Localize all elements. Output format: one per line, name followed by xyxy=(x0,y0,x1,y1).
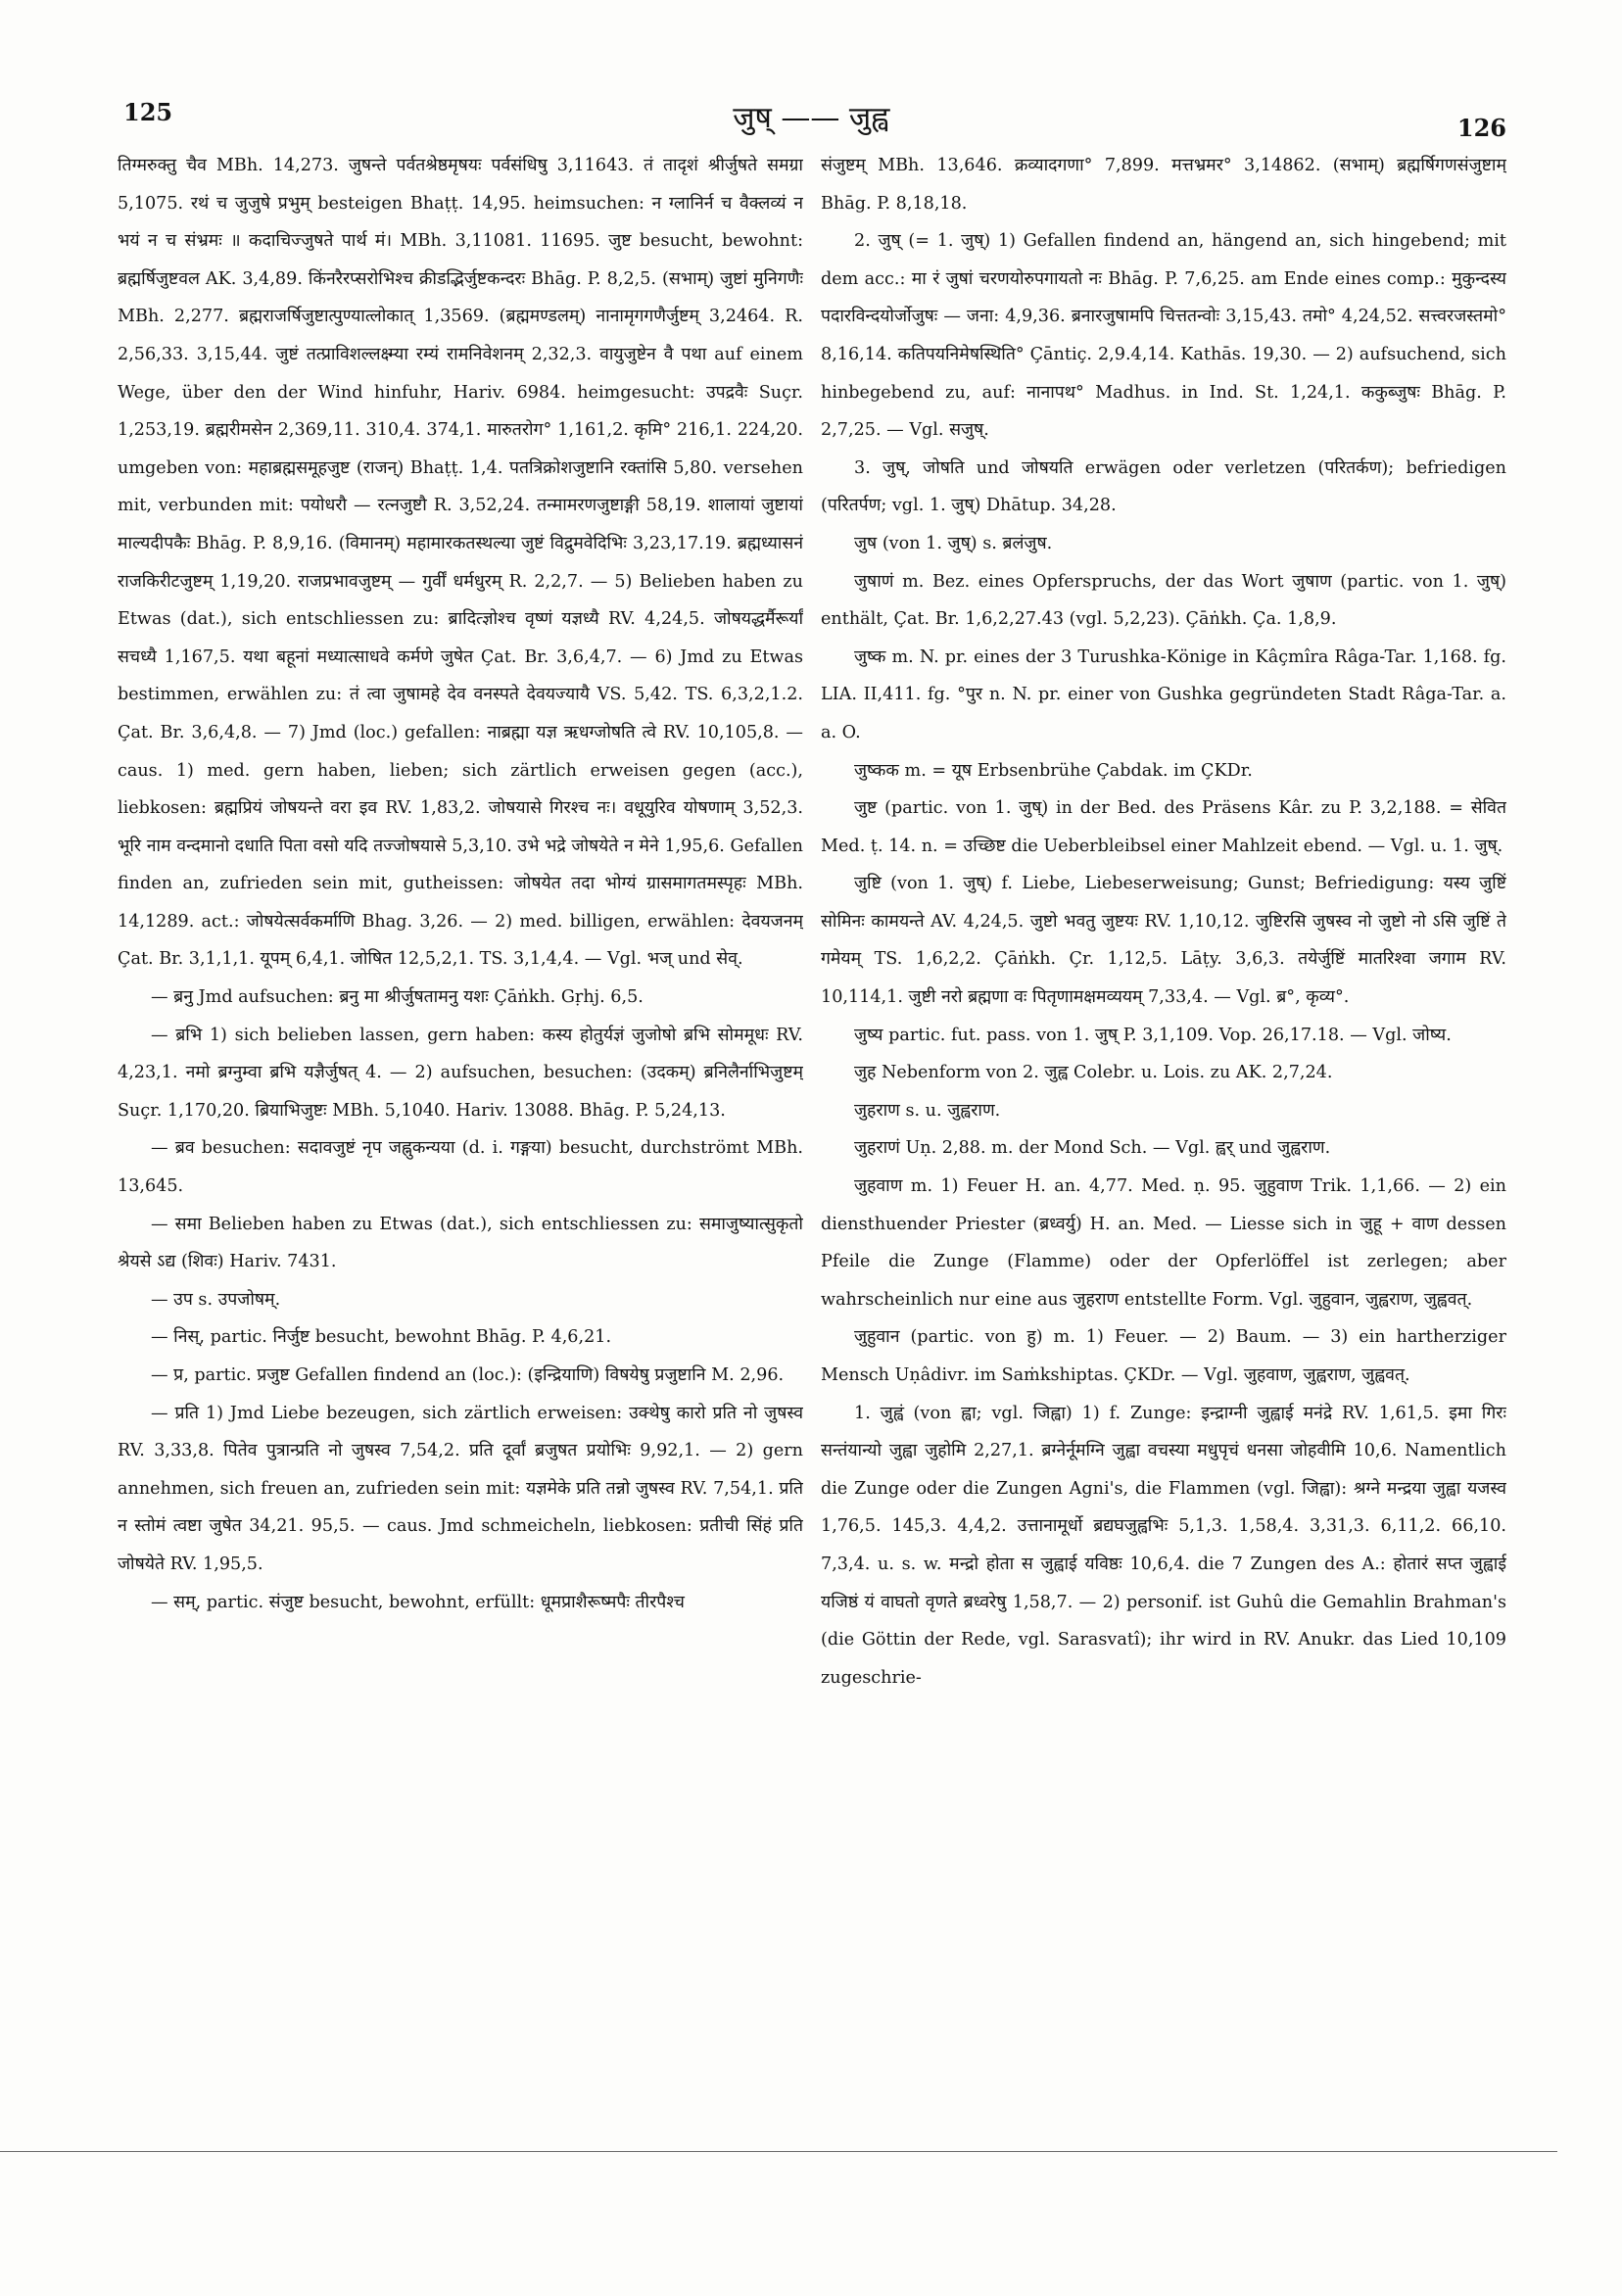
entry-sama: — समा Belieben haben zu Etwas (dat.), sich entschliessen zu: समाजुष्यात्सुकृतो श्रेयसे ऽद्य (शिवः) Hariv. 7431. xyxy=(118,1214,803,1272)
entry-juharana-ref: जुहराण s. u. जुह्वराण. xyxy=(854,1100,1001,1121)
footer-rule xyxy=(0,2151,1557,2152)
page-header xyxy=(116,96,1506,145)
entry-anu: — ब्रनु Jmd aufsuchen: ब्रनु मा श्रीर्जुषतामनु यशः Çāṅkh. Gṛhj. 6,5. xyxy=(151,987,644,1008)
entry-juharana: जुहराणं Uṇ. 2,88. m. der Mond Sch. — Vgl. ह्वर् und जुह्वराण. xyxy=(854,1138,1331,1159)
left-column xyxy=(118,147,803,2067)
entry-jushka: जुष्क m. N. pr. eines der 3 Turushka-Könige in Kâçmîra Râga-Tar. 1,168. fg. LIA. II,411. fg. °पुर n. N. pr. einer von Gushka gegründeten Stadt Râga-Tar. a. a. O. xyxy=(821,646,1506,742)
page-number-left: 125 xyxy=(123,98,173,126)
entry-ava: — ब्रव besuchen: सदावजुष्टं नृप जह्नुकन्यया (d. i. गङ्गया) besucht, durchströmt MBh. 13,645. xyxy=(118,1138,803,1197)
entry-jushti: जुष्टि (von 1. जुष्) f. Liebe, Liebeserweisung; Gunst; Befriedigung: यस्य जुष्टिं सोमिनः कामयन्ते AV. 4,24,5. जुष्टो भवतु जुष्टयः RV. 1,10,12. जुष्टिरसि जुषस्व नो जुष्टो नो ऽसि जुष्टिं ते गमेयम् TS. 1,6,2,2. Çāṅkh. Çr. 1,12,5. Lāṭy. 3,6,3. तयेर्जुष्टिं मातरिश्वा जगाम RV. 10,114,1. जुष्टी नरो ब्रह्मणा वः पितृणामक्षमव्ययम् 7,33,4. — Vgl. ब्र°, कृव्य°. xyxy=(821,874,1506,1008)
entry-jush-3: 3. जुष्, जोषति und जोषयति erwägen oder verletzen (परितर्कण); befriedigen (परितर्पण; vgl. 1. जुष्) Dhātup. 34,28. xyxy=(821,457,1506,516)
page-number-right: 126 xyxy=(1456,114,1506,142)
entry-upa: — उप s. उपजोषम्. xyxy=(151,1289,281,1310)
entry-prati: — प्रति 1) Jmd Liebe bezeugen, sich zärtlich erweisen: उक्थेषु कारो प्रति नो जुषस्व RV. 3,33,8. पितेव पुत्रान्प्रति नो जुषस्व 7,54,2. प्रति दूर्वां ब्रजुषत प्रयोभिः 9,92,1. — 2) gern annehmen, sich freuen an, zufrieden sein mit: यज्ञमेके प्रति तन्नो जुषस्व RV. 7,54,1. प्रति न स्तोमं त्वष्टा जुषेत 34,21. 95,5. — caus. Jmd schmeicheln, liebkosen: प्रतीची सिंहं प्रति जोषयेते RV. 1,95,5. xyxy=(118,1403,803,1574)
entry-jusha: जुष (von 1. जुष्) s. ब्रलंजुष. xyxy=(854,533,1053,553)
entry-jush-2: 2. जुष् (= 1. जुष्) 1) Gefallen findend an, hängend an, sich hingebend; mit dem acc.: मा रं जुषां चरणयोरुपगायतो नः Bhāg. P. 7,6,25. am Ende eines comp.: मुकुन्दस्य पदारविन्दयोर्जोजुषः — जना: 4,9,36. ब्रनारजुषामपि चित्ततन्वोः 3,15,43. तमो° 4,24,52. सत्त्वरजस्तमो° 8,16,14. कतिपयनिमेषस्थिति° Çāntiç. 2,9.4,14. Kathās. 19,30. — 2) aufsuchend, sich hinbegebend zu, auf: नानापथ° Madhus. in Ind. St. 1,24,1. ककुब्जुषः Bhāg. P. 2,7,25. — Vgl. सजुष्. xyxy=(821,231,1506,441)
entry-jushkaka: जुष्कक m. = यूष Erbsenbrühe Çabdak. im ÇKDr. xyxy=(854,760,1253,781)
entry-abhi: — ब्रभि 1) sich belieben lassen, gern haben: कस्य होतुर्यज्ञं जुजोषो ब्रभि सोममूधः RV. 4,23,1. नमो ब्रग्नुम्वा ब्रभि यज्ञैर्जुषत् 4. — 2) aufsuchen, besuchen: (उदकम्) ब्रनिलैर्नाभिजुष्टम् Suçr. 1,170,20. ब्रियाभिजुष्टः MBh. 5,1040. Hariv. 13088. Bhāg. P. 5,24,13. xyxy=(118,1025,803,1121)
entry-juhavana: जुहवाण m. 1) Feuer H. an. 4,77. Med. ṇ. 95. जुहुवाण Trik. 1,1,66. — 2) ein diensthuender Priester (ब्रध्वर्यु) H. an. Med. — Liesse sich in जुहू + वाण dessen Pfeile die Zunge (Flamme) oder der Opferlöffel ist zerlegen; aber wahrscheinlich nur eine aus जुहराण entstellte Form. Vgl. जुहुवान, जुह्वराण, जुह्ववत्. xyxy=(821,1176,1506,1310)
entry-juhu: 1. जुह्वं (von ह्वा; vgl. जिह्वा) 1) f. Zunge: इन्द्राग्नी जुह्वाई मनंद्रे RV. 1,61,5. इमा गिरः सन्तंयान्यो जुह्वा जुहोमि 2,27,1. ब्रग्नेर्नूमग्नि जुह्वा वचस्या मधुपृचं धनसा जोहवीमि 10,6. Namentlich die Zunge oder die Zungen Agni's, die Flammen (vgl. जिह्वा): श्रग्ने मन्द्रया जुह्वा यजस्व 1,76,5. 145,3. 4,4,2. उत्तानामूर्धो ब्रद्यघजुह्वभिः 5,1,3. 1,58,4. 3,31,3. 6,11,2. 66,10. 7,3,4. u. s. w. मन्द्रो होता स जुह्वाई यविष्ठः 10,6,4. die 7 Zungen des A.: होतारं सप्त जुह्वाई यजिष्ठं यं वाघतो वृणते ब्रध्वरेषु 1,58,7. — 2) personif. ist Guhû die Gemahlin Brahman's (die Göttin der Rede, vgl. Sarasvatî); ihr wird in RV. Anukr. das Lied 10,109 zugeschrie- xyxy=(821,1403,1506,1688)
entry-continuation: तिग्मरुक्तु चैव MBh. 14,273. जुषन्ते पर्वतश्रेष्ठमृषयः पर्वसंधिषु 3,11643. तं तादृशं श्रीर्जुषते समग्रा 5,1075. रथं च जुजुषे प्रभुम् besteigen Bhaṭṭ. 14,95. heimsuchen: न ग्लानिर्न च वैक्लव्यं न भयं न च संभ्रमः ॥ कदाचिज्जुषते पार्थ मं। MBh. 3,11081. 11695. जुष्ट besucht, bewohnt: ब्रह्मर्षिजुष्टवल AK. 3,4,89. किंनरैरप्सरोभिश्च क्रीडद्भिर्जुष्टकन्दरः Bhāg. P. 8,2,5. (सभाम्) जुष्टां मुनिगणैः MBh. 2,277. ब्रह्मराजर्षिजुष्टात्पुण्यात्लोकात् 1,3569. (ब्रह्ममण्डलम्) नानामृगगणैर्जुष्टम् 3,2464. R. 2,56,33. 3,15,44. जुष्टं तत्प्राविशल्लक्ष्म्या रम्यं रामनिवेशनम् 2,32,3. वायुजुष्टेन वै पथा auf einem Wege, über den der Wind hinfuhr, Hariv. 6984. heimgesucht: उपद्रवैः Suçr. 1,253,19. ब्रह्मरीमसेन 2,369,11. 310,4. 374,1. मारुतरोग° 1,161,2. कृमि° 216,1. 224,20. umgeben von: महाब्रह्मसमूहजुष्ट (राजन्) Bhaṭṭ. 1,4. पतत्रिक्रोशजुष्टानि रक्तांसि 5,80. versehen mit, verbunden mit: पयोधरौ — रत्नजुष्टौ R. 3,52,24. तन्मामरणजुष्टाङ्गी 58,19. शालायां जुष्टायां माल्यदीपकैः Bhāg. P. 8,9,16. (विमानम्) महामारकतस्थल्या जुष्टं विद्रुमवेदिभिः 3,23,17.19. ब्रह्मध्यासनं राजकिरीटजुष्टम् 1,19,20. राजप्रभावजुष्टम् — गुर्वीं धर्मधुरम् R. 2,2,7. — 5) Belieben haben zu Etwas (dat.), sich entschliessen zu: ब्रादित्ज्ञोश्च वृष्णं यज्ञध्यै RV. 4,24,5. जोषयद्धर्मैरूर्यां सचध्यै 1,167,5. यथा बहूनां मध्यात्साधवे कर्मणे जुषेत Çat. Br. 3,6,4,7. — 6) Jmd zu Etwas bestimmen, erwählen zu: तं त्वा जुषामहे देव वनस्पते देवयज्यायै VS. 5,42. TS. 6,3,2,1.2. Çat. Br. 3,6,4,8. — 7) Jmd (loc.) gefallen: नाब्रह्मा यज्ञ ऋधग्जोषति त्वे RV. 10,105,8. — caus. 1) med. gern haben, lieben; sich zärtlich erweisen gegen (acc.), liebkosen: ब्रह्मप्रियं जोषयन्ते वरा इव RV. 1,83,2. जोषयासे गिरश्च नः। वधूयुरिव योषणाम् 3,52,3. भूरि नाम वन्दमानो दधाति पिता वसो यदि तज्जोषयासे 5,3,10. उभे भद्रे जोषयेते न मेने 1,95,6. Gefallen finden an, zufrieden sein mit, gutheissen: जोषयेत तदा भोग्यं ग्रासमागतमस्पृहः MBh. 14,1289. act.: जोषयेत्सर्वकर्माणि Bhag. 3,26. — 2) med. billigen, erwählen: देवयजनम् Çat. Br. 3,1,1,1. यूपम् 6,4,1. जोषित 12,5,2,1. TS. 3,1,4,4. — Vgl. भज् und सेव्. xyxy=(118,156,803,970)
entry-juhuvana: जुहुवान (partic. von हु) m. 1) Feuer. — 2) Baum. — 3) ein hartherziger Mensch Uṇâdivr. im Saṁkshiptas. ÇKDr. — Vgl. जुहवाण, जुह्वराण, जुह्ववत्. xyxy=(821,1327,1506,1385)
entry-pra: — प्र, partic. प्रजुष्ट Gefallen findend an (loc.): (इन्द्रियाणि) विषयेषु प्रजुष्टानि M. 2,96. xyxy=(151,1365,785,1385)
running-head: जुष् —— जुह्व xyxy=(733,101,889,135)
right-column xyxy=(821,147,1506,2067)
entry-jushana: जुषाणं m. Bez. eines Opferspruchs, der das Wort जुषाण (partic. von 1. जुष्) enthält, Çat. Br. 1,6,2,27.43 (vgl. 5,2,23). Çāṅkh. Ça. 1,8,9. xyxy=(821,571,1506,630)
entry-jushya: जुष्य partic. fut. pass. von 1. जुष् P. 3,1,109. Vop. 26,17.18. — Vgl. जोष्य. xyxy=(854,1025,1452,1045)
entry-nis: — निस्, partic. निर्जुष्ट besucht, bewohnt Bhāg. P. 4,6,21. xyxy=(151,1327,612,1348)
entry-sam: — सम्, partic. संजुष्ट besucht, bewohnt, erfüllt: धूमप्राशैरूष्मपैः तीरपैश्च xyxy=(151,1592,685,1612)
entry-jushta: जुष्ट (partic. von 1. जुष्) in der Bed. des Präsens Kâr. zu P. 3,2,188. = सेवित Med. ṭ. 14. n. = उच्छिष्ट die Ueberbleibsel einer Mahlzeit ebend. — Vgl. u. 1. जुष्. xyxy=(821,798,1506,856)
entry-juha: जुह Nebenform von 2. जुह्व Colebr. u. Lois. zu AK. 2,7,24. xyxy=(854,1063,1333,1083)
entry-continuation-right: संजुष्टम् MBh. 13,646. क्रव्यादगणा° 7,899. मत्तभ्रमर° 3,14862. (सभाम्) ब्रह्मर्षिगणसंजुष्टाम् Bhāg. P. 8,18,18. xyxy=(821,156,1506,214)
